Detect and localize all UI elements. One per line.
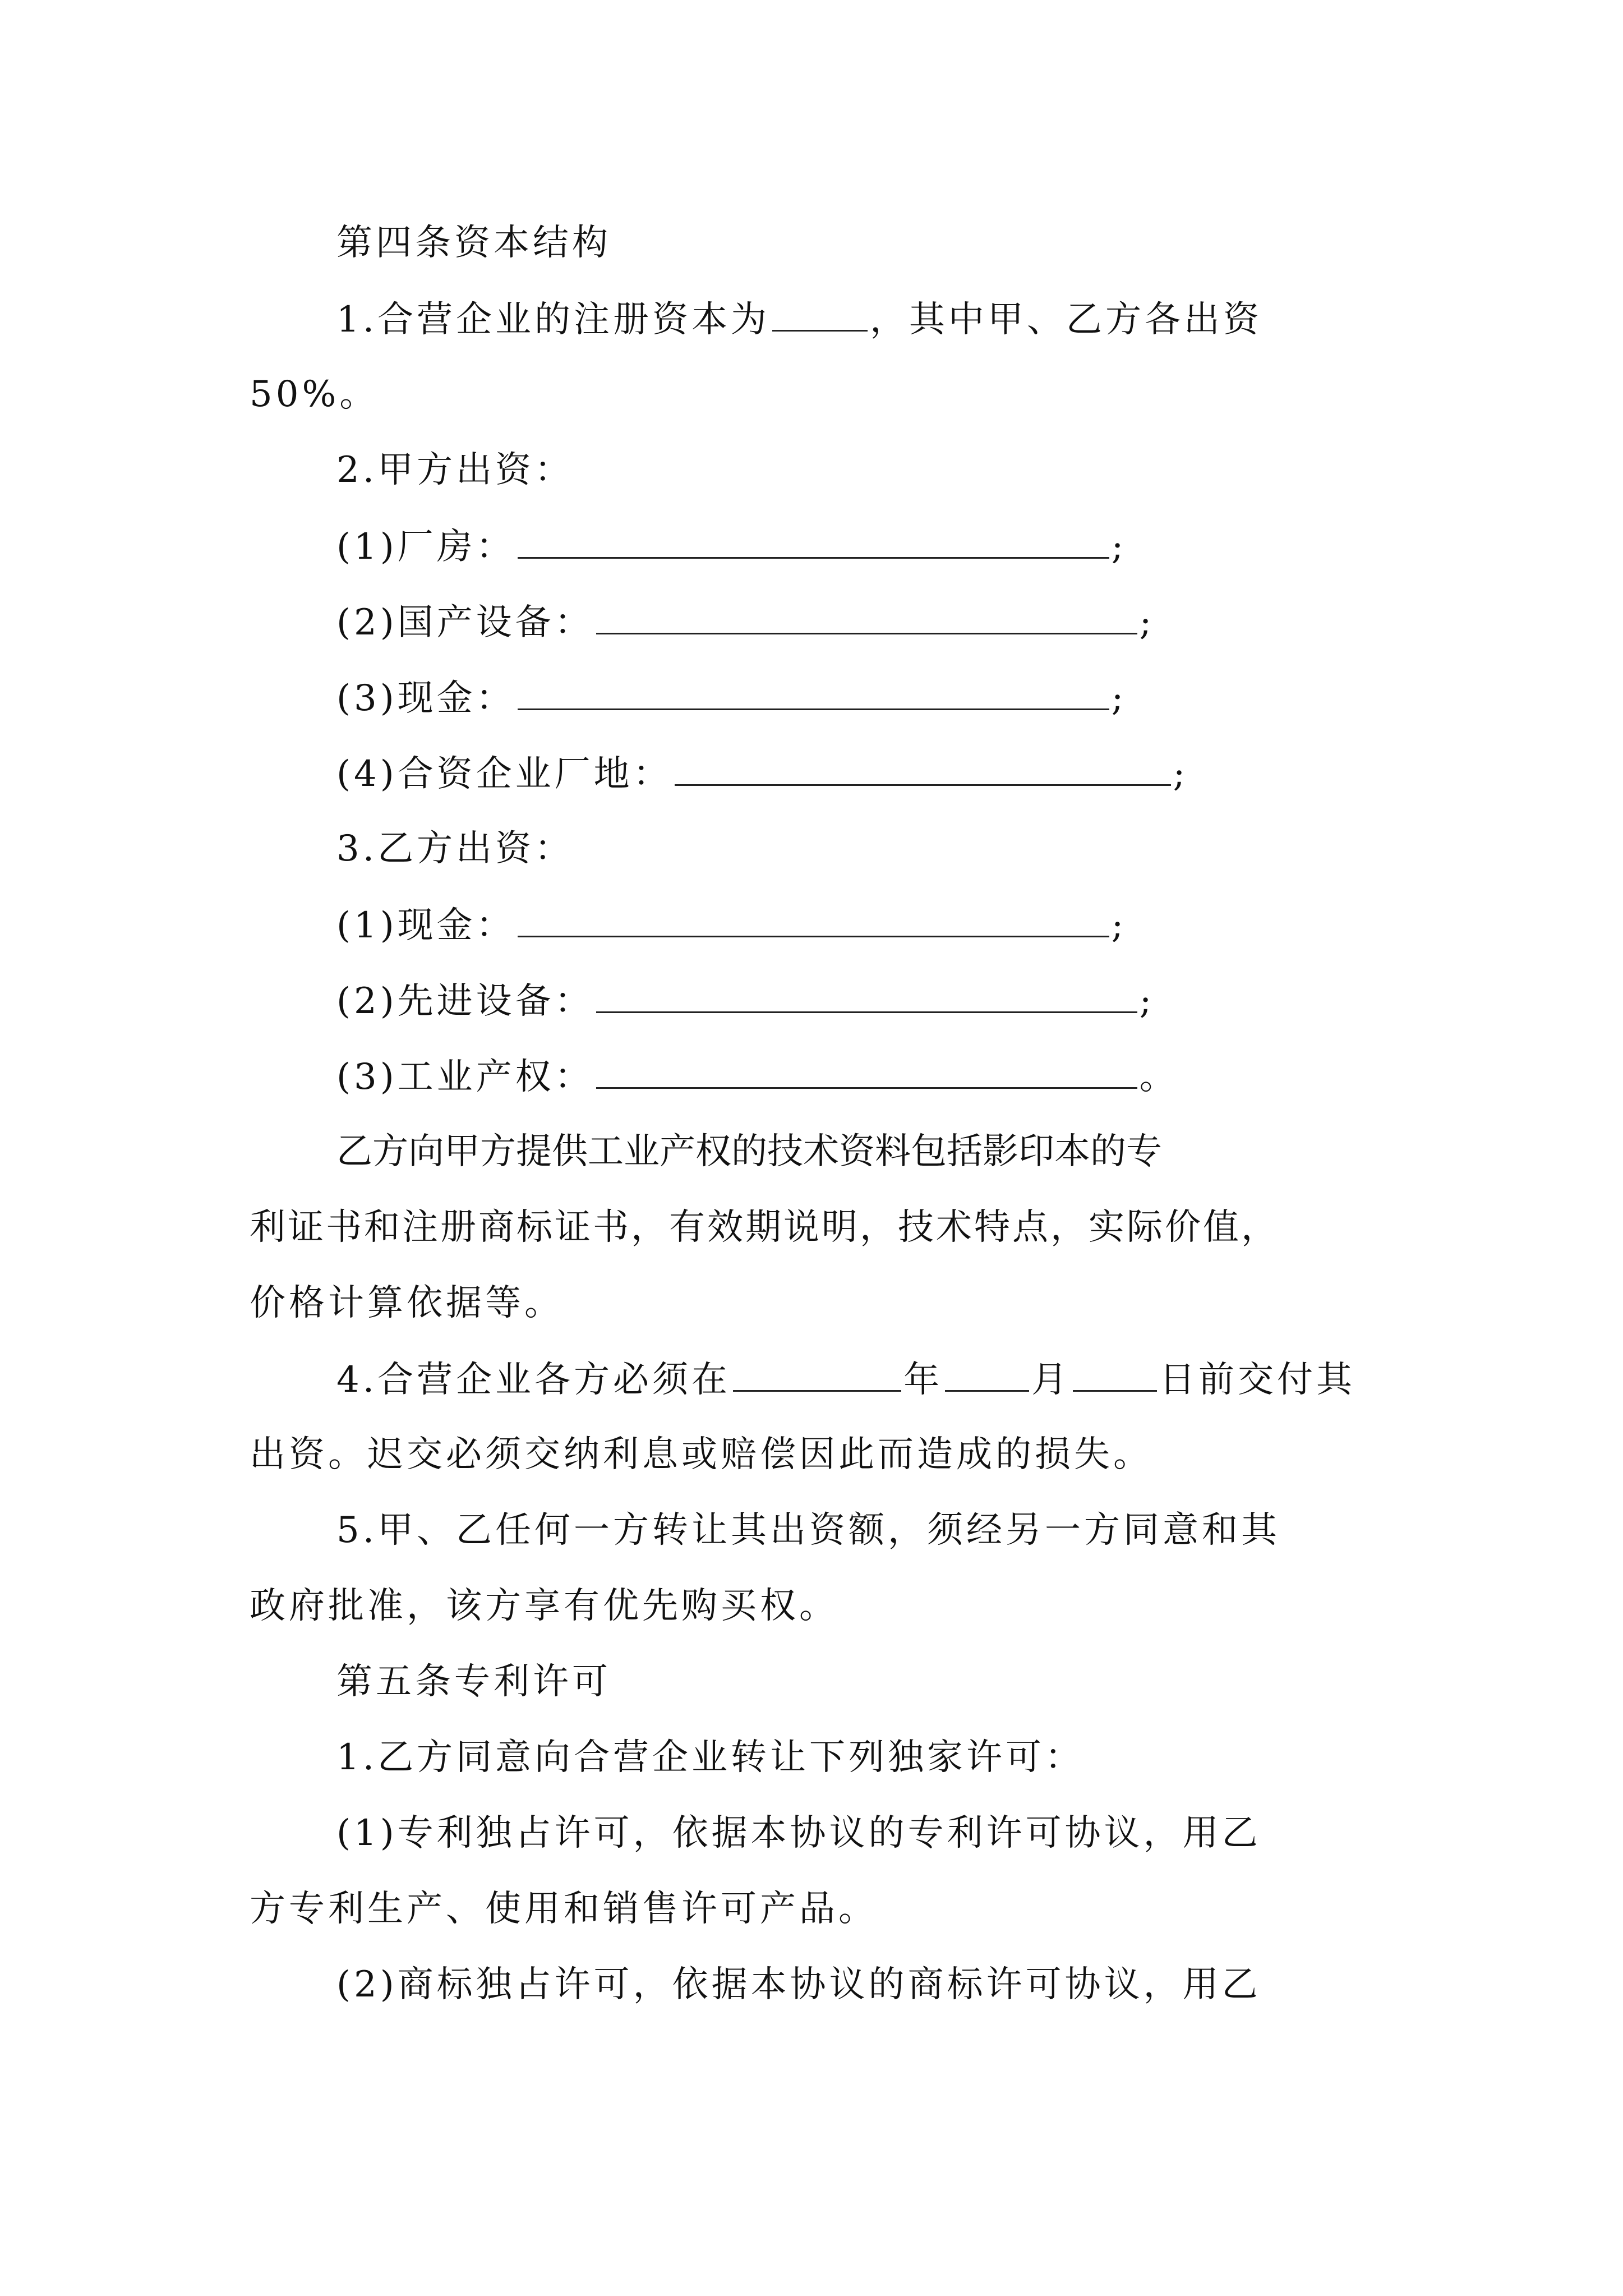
- patent-license-item-line-1: (1)专利独占许可，依据本协议的专利许可协议，用乙: [336, 1812, 1261, 1854]
- item-label: (3)工业产权：: [336, 1056, 594, 1098]
- day-blank: [1073, 1356, 1157, 1392]
- party-a-item: [336, 599, 1155, 645]
- article-4-clause-4: [336, 1356, 1355, 1402]
- tech-docs-paragraph-line-2: 利证书和注册商标证书，有效期说明，技术特点，实际价值，: [250, 1207, 1279, 1248]
- party-a-item: [336, 751, 1188, 797]
- item-label: (2)国产设备：: [336, 602, 594, 643]
- tech-docs-paragraph-line-3: 价格计算依据等。: [250, 1282, 564, 1324]
- clause-text: 日前交付其: [1159, 1359, 1356, 1401]
- fill-blank: [518, 523, 1109, 559]
- capital-blank: [772, 296, 868, 332]
- item-end: ;: [1111, 678, 1127, 719]
- party-a-item: [336, 523, 1127, 569]
- article-4-clause-1: [336, 296, 1262, 342]
- party-a-contribution-title: 2.甲方出资：: [336, 449, 574, 491]
- article-5-title: 第五条专利许可: [336, 1661, 611, 1703]
- item-label: (2)先进设备：: [336, 981, 594, 1022]
- party-b-contribution-title: 3.乙方出资：: [336, 828, 574, 869]
- clause-text: 4.合营企业各方必须在: [336, 1359, 731, 1401]
- party-b-item: [336, 902, 1127, 948]
- article-4-clause-1-cont: 50%。: [250, 374, 379, 415]
- paragraph-text: 乙方向甲方提供工业产权的技术资料包括影印本的专: [336, 1131, 1162, 1172]
- item-end: ;: [1111, 526, 1127, 568]
- year-label: 年: [903, 1359, 943, 1401]
- article-4-title: 第四条资本结构: [336, 222, 611, 264]
- item-label: (4)合资企业厂地：: [336, 753, 672, 795]
- article-4-clause-5-cont: 政府批准，该方享有优先购买权。: [250, 1585, 838, 1627]
- item-label: (3)现金：: [336, 678, 515, 719]
- article-4-clause-4-cont: 出资。迟交必须交纳利息或赔偿因此而造成的损失。: [250, 1434, 1152, 1475]
- clause-text: 1.合营企业的注册资本为: [336, 299, 771, 341]
- item-end: ;: [1139, 602, 1155, 643]
- fill-blank: [518, 902, 1109, 937]
- article-5-clause-1: 1.乙方同意向合营企业转让下列独家许可：: [336, 1737, 1085, 1778]
- month-label: 月: [1031, 1359, 1071, 1401]
- item-end: ;: [1139, 981, 1155, 1022]
- party-b-item: [336, 1053, 1179, 1099]
- tech-docs-paragraph-line-1: [336, 1129, 1377, 1174]
- fill-blank: [518, 675, 1109, 710]
- item-end: 。: [1139, 1056, 1179, 1098]
- clause-text: ，其中甲、乙方各出资: [870, 299, 1263, 341]
- item-label: (1)现金：: [336, 905, 515, 946]
- party-b-item: [336, 978, 1155, 1024]
- fill-blank: [596, 978, 1137, 1013]
- fill-blank: [675, 751, 1171, 786]
- article-4-clause-5: 5.甲、乙任何一方转让其出资额，须经另一方同意和其: [336, 1510, 1281, 1551]
- party-a-item: [336, 675, 1127, 721]
- fill-blank: [596, 599, 1137, 634]
- patent-license-item-line-2: 方专利生产、使用和销售许可产品。: [250, 1888, 878, 1930]
- item-end: ;: [1111, 905, 1127, 946]
- month-blank: [945, 1356, 1029, 1392]
- trademark-license-item-line-1: (2)商标独占许可，依据本协议的商标许可协议，用乙: [336, 1964, 1261, 2005]
- item-end: ;: [1173, 753, 1189, 795]
- fill-blank: [596, 1053, 1137, 1089]
- year-blank: [733, 1356, 901, 1392]
- item-label: (1)厂房：: [336, 526, 515, 568]
